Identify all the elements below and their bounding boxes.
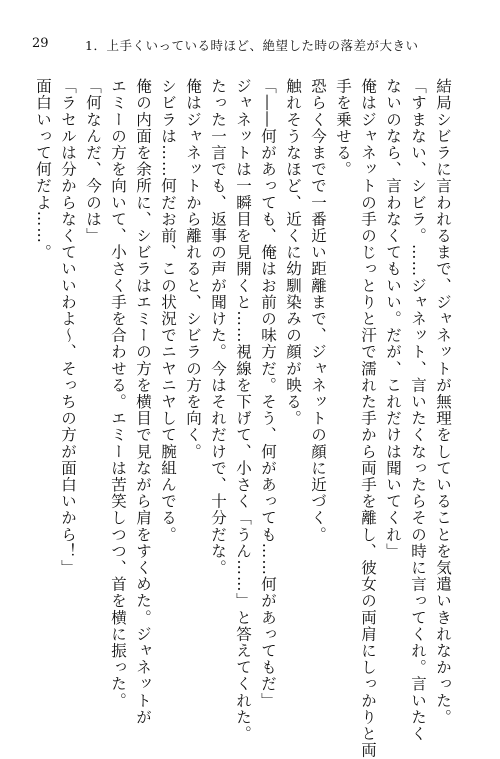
text-line: 「すまない、シビラ。……ジャネット、言いたくなったらその時に言ってくれ。言いたく <box>409 78 427 742</box>
text-line: 面白いって何だよ……。 <box>34 78 52 261</box>
body-text <box>34 78 455 759</box>
text-line: シビラは……何だお前、この状況でニヤニヤして腕組んでる。 <box>159 78 177 543</box>
text-line: 「何なんだ、今のは」 <box>84 78 102 244</box>
text-line: たった一言でも、返事の声が聞けた。今はそれだけで、十分だな。 <box>209 78 227 576</box>
text-line: 俺はジャネットから離れると、シビラの方を向く。 <box>184 78 202 460</box>
text-line: エミーの方を向いて、小さく手を合わせる。エミーは苦笑しつつ、首を横に振った。 <box>109 78 127 709</box>
text-line: ジャネットは一瞬目を見開くと……視線を下げて、小さく「うん……」と答えてくれた。 <box>234 78 252 742</box>
text-line: ないのなら、言わなくてもいい。だが、これだけは聞いてくれ」 <box>384 78 402 560</box>
text-line: 「――何があっても、俺はお前の味方だ。そう、何があっても……何があってもだ」 <box>259 78 277 709</box>
text-line: 恐らく今までで一番近い距離まで、ジャネットの顔に近づく。 <box>309 78 327 543</box>
text-line: 手を乗せる。 <box>334 78 352 178</box>
text-line: 触れそうなほど、近くに幼馴染みの顔が映る。 <box>284 78 302 427</box>
text-line: 俺はジャネットの手のじっとりと汗で濡れた手から両手を離し、彼女の両肩にしっかりと両 <box>359 78 377 759</box>
text-line: 「ラセルは分からなくていいわよ～、そっちの方が面白いから！」 <box>59 78 77 576</box>
running-header-chapter-title: 1．上手くいっている時ほど、絶望した時の落差が大きい <box>85 38 419 53</box>
text-line: 俺の内面を余所に、シビラはエミーの方を横目で見ながら肩をすくめた。ジャネットが <box>134 78 152 726</box>
page-number: 29 <box>32 36 49 51</box>
text-line: 結局シビラに言われるまで、ジャネットが無理をしていることを気遣いきれなかった。 <box>434 78 452 726</box>
